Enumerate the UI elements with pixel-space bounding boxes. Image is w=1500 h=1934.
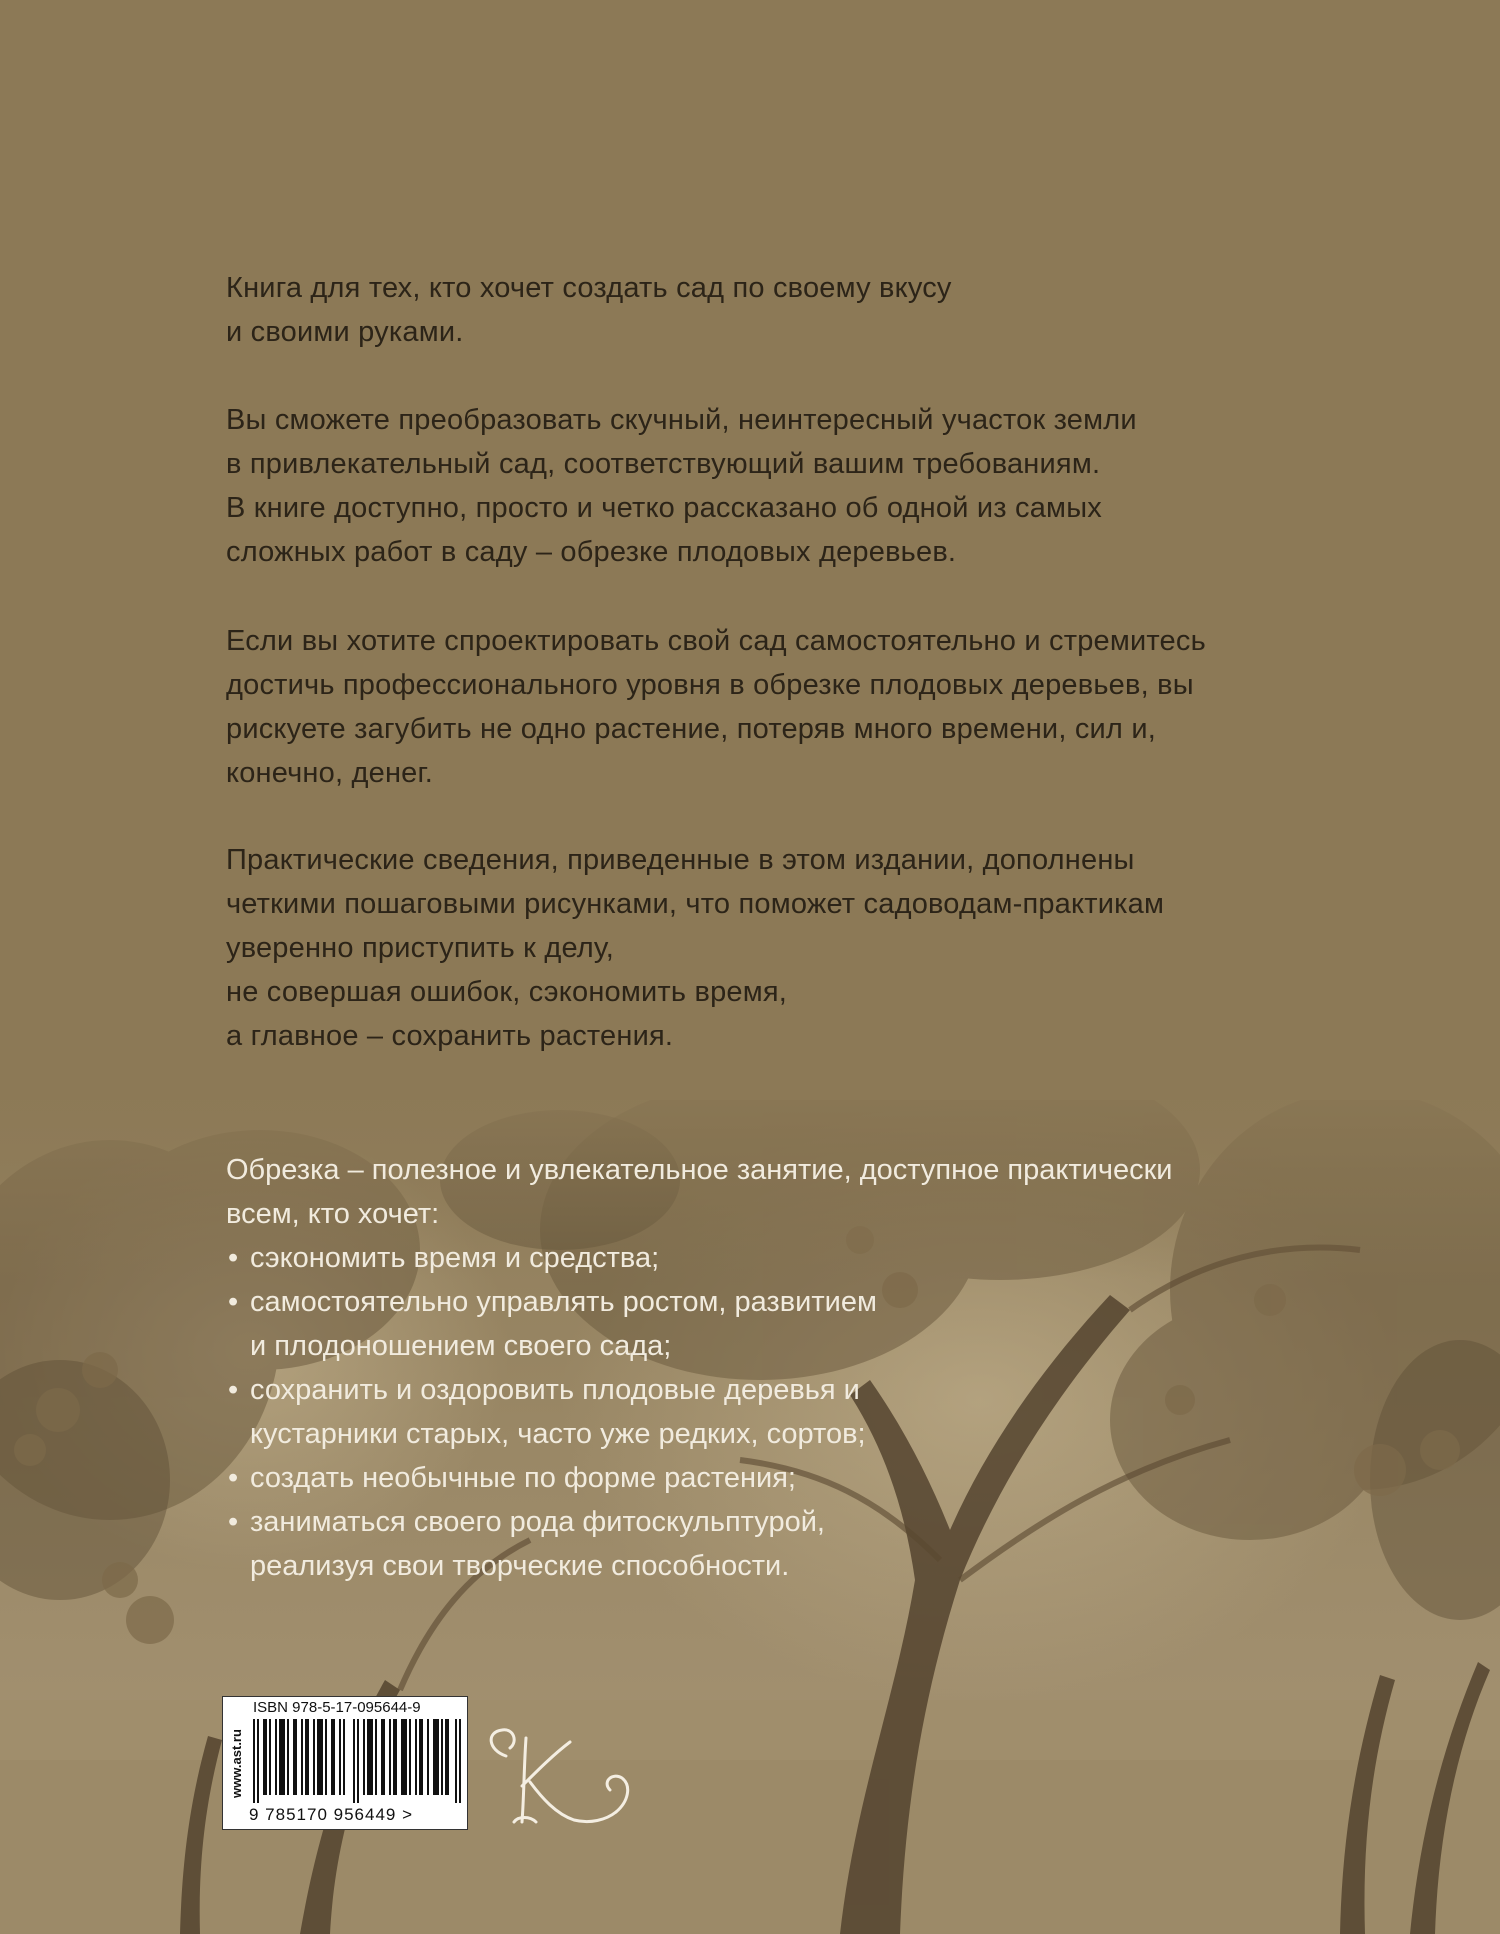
description-line: Вы сможете преобразовать скучный, неинтересный участок земли bbox=[226, 404, 1137, 436]
warning-paragraph bbox=[226, 619, 1356, 795]
list-item-text: реализуя свои творческие способности. bbox=[250, 1550, 790, 1582]
list-item bbox=[226, 1236, 1356, 1280]
list-item bbox=[226, 1368, 1356, 1456]
practical-line: четкими пошаговыми рисунками, что поможет садоводам-практикам bbox=[226, 888, 1165, 920]
list-item-text: сэкономить время и средства; bbox=[250, 1242, 660, 1274]
description-paragraph bbox=[226, 398, 1356, 574]
warning-line: рискуете загубить не одно растение, потеряв много времени, сил и, bbox=[226, 713, 1156, 745]
list-item bbox=[226, 1280, 1356, 1368]
list-item-text: создать необычные по форме растения; bbox=[250, 1462, 796, 1494]
description-line: в привлекательный сад, соответствующий вашим требованиям. bbox=[226, 448, 1101, 480]
intro-line: и своими руками. bbox=[226, 316, 464, 348]
description-line: В книге доступно, просто и четко рассказано об одной из самых bbox=[226, 492, 1102, 524]
list-item-text: кустарники старых, часто уже редких, сортов; bbox=[250, 1418, 866, 1450]
list-item-text: заниматься своего рода фитоскульптурой, bbox=[250, 1506, 825, 1538]
barcode-icon bbox=[253, 1719, 461, 1803]
warning-line: Если вы хотите спроектировать свой сад самостоятельно и стремитесь bbox=[226, 625, 1206, 657]
practical-paragraph bbox=[226, 838, 1356, 1058]
list-item-text: и плодоношением своего сада; bbox=[250, 1330, 672, 1362]
warning-line: достичь профессионального уровня в обрезке плодовых деревьев, вы bbox=[226, 669, 1194, 701]
benefits-section bbox=[226, 1148, 1356, 1588]
description-line: сложных работ в саду – обрезке плодовых деревьев. bbox=[226, 536, 957, 568]
list-item bbox=[226, 1500, 1356, 1588]
list-item-text: самостоятельно управлять ростом, развитием bbox=[250, 1286, 877, 1318]
warning-line: конечно, денег. bbox=[226, 757, 433, 789]
intro-paragraph bbox=[226, 266, 1356, 354]
practical-line: Практические сведения, приведенные в этом издании, дополнены bbox=[226, 844, 1135, 876]
practical-line: не совершая ошибок, сэкономить время, bbox=[226, 976, 788, 1008]
practical-line: а главное – сохранить растения. bbox=[226, 1020, 674, 1052]
benefits-list bbox=[226, 1236, 1356, 1588]
intro-line: Книга для тех, кто хочет создать сад по своему вкусу bbox=[226, 272, 952, 304]
benefits-intro-line: Обрезка – полезное и увлекательное занятие, доступное практически bbox=[226, 1154, 1173, 1186]
ean-digits: 9 785170 956449 > bbox=[249, 1805, 414, 1824]
list-item-text: сохранить и оздоровить плодовые деревья и bbox=[250, 1374, 860, 1406]
publisher-website-text: www.ast.ru bbox=[228, 1728, 244, 1798]
publisher-website bbox=[225, 1697, 247, 1829]
publisher-k-logo-icon bbox=[478, 1716, 648, 1836]
list-item bbox=[226, 1456, 1356, 1500]
isbn-number: ISBN 978-5-17-095644-9 bbox=[253, 1699, 421, 1716]
isbn-barcode-box bbox=[222, 1696, 468, 1830]
benefits-intro-line: всем, кто хочет: bbox=[226, 1198, 440, 1230]
practical-line: уверенно приступить к делу, bbox=[226, 932, 614, 964]
